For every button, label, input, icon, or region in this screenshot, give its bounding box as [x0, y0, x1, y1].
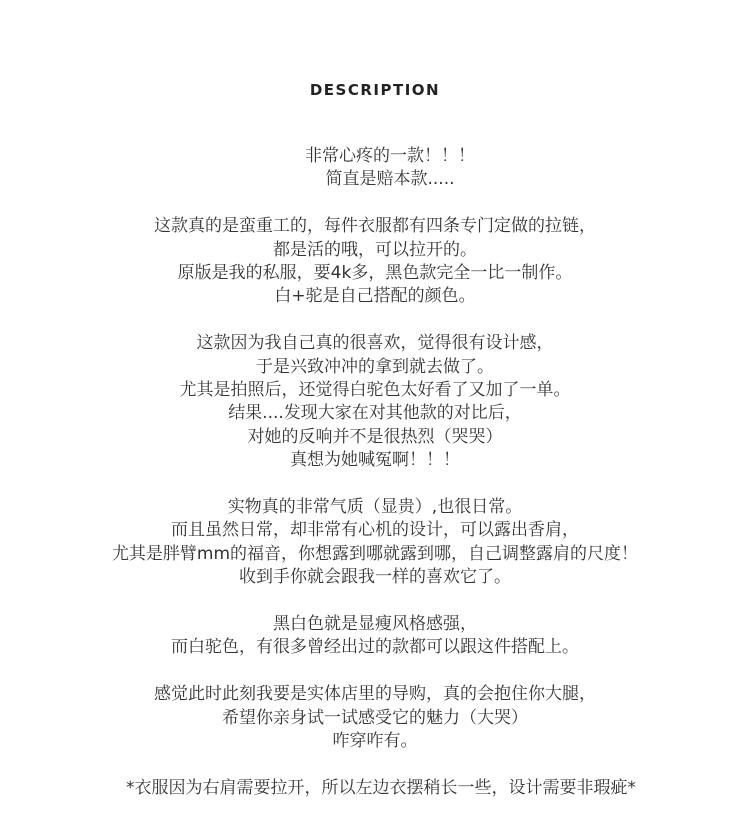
paragraph-colors	[0, 613, 750, 660]
description-body	[0, 145, 750, 824]
text-line: 真想为她喊冤啊！！！	[290, 450, 460, 471]
description-heading: DESCRIPTION	[309, 81, 441, 99]
design-note: *衣服因为右肩需要拉开，所以左边衣摆稍长一些，设计需要非瑕疵*	[126, 777, 636, 798]
text-line: 原版是我的私服，要4k多，黑色款完全一比一制作。	[177, 263, 573, 284]
text-line: 结果....发现大家在对其他款的对比后，	[228, 403, 522, 424]
text-line: 这款因为我自己真的很喜欢，觉得很有设计感，	[196, 333, 554, 354]
text-line: 对她的反响并不是很热烈（哭哭）	[247, 426, 503, 447]
text-line: 于是兴致冲冲的拿到就去做了。	[256, 356, 494, 377]
text-line: 收到手你就会跟我一样的喜欢它了。	[239, 567, 511, 588]
text-line: 尤其是拍照后，还觉得白驼色太好看了又加了一单。	[179, 380, 571, 401]
text-line: 白+驼是自己搭配的颜色。	[274, 286, 476, 307]
paragraph-craftsmanship	[0, 215, 750, 309]
text-line: 实物真的非常气质（显贵）,也很日常。	[227, 497, 523, 518]
text-line: 感觉此时此刻我要是实体店里的导购，真的会抱住你大腿，	[154, 684, 596, 705]
text-line: 咋穿咋有。	[332, 731, 418, 752]
paragraph-intro	[0, 145, 750, 192]
text-line: 这款真的是蛮重工的，每件衣服都有四条专门定做的拉链，	[154, 216, 596, 237]
text-line: 都是活的哦，可以拉开的。	[273, 239, 477, 260]
paragraph-note	[0, 777, 750, 800]
text-line: 黑白色就是显瘦风格感强，	[273, 614, 477, 635]
text-line: 简直是赔本款.....	[325, 169, 455, 190]
text-line: 而且虽然日常，却非常有心机的设计，可以露出香肩，	[171, 520, 579, 541]
text-line: 非常心疼的一款！！！	[305, 146, 475, 166]
text-line: 希望你亲身试一试感受它的魅力（大哭）	[222, 707, 528, 728]
text-line: 而白驼色，有很多曾经出过的款都可以跟这件搭配上。	[171, 637, 579, 658]
paragraph-story	[0, 332, 750, 472]
paragraph-features	[0, 496, 750, 590]
paragraph-closing	[0, 683, 750, 753]
text-line: 尤其是胖臂mm的福音，你想露到哪就露到哪，自己调整露肩的尺度！	[111, 543, 639, 564]
